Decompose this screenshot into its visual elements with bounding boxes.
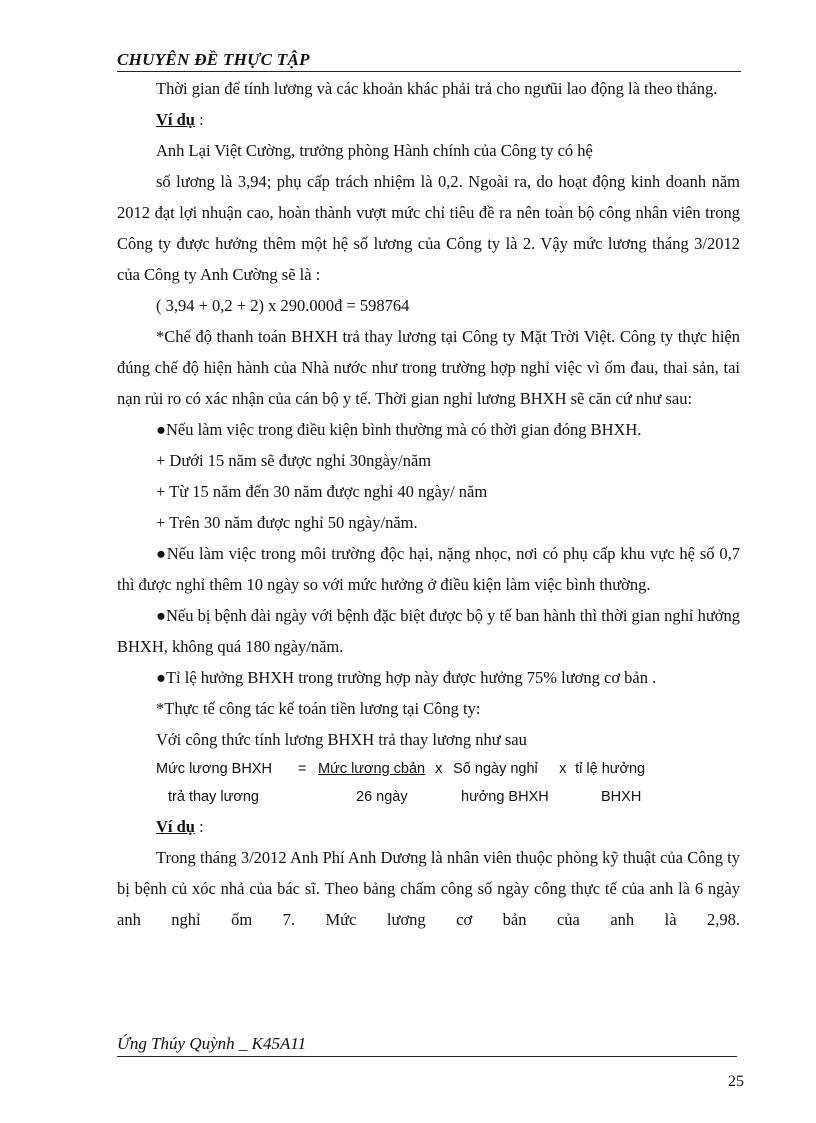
example-colon: : (194, 110, 204, 129)
paragraph-5: *Chế độ thanh toán BHXH trả thay lương tại Công ty Mặt Trời Việt. Công ty thực hiện đúng chế độ hiện hành của Nhà nước như trong trường hợp nghỉ việc vì ốm đau, thai sản, tai nạn rủi ro có xác nhận của cán bộ y tế. Thời gian nghỉ lương BHXH sẽ căn cứ như sau: (117, 327, 740, 408)
paragraph-11: ●Nếu bị bệnh dài ngày với bệnh đặc biệt được bộ y tế ban hành thì thời gian nghỉ hưởng BHXH, không quá 180 ngày/năm. (117, 606, 740, 656)
bhxh-formula (117, 755, 740, 811)
paragraph-1: Thời gian để tính lương và các khoản khác phải trả cho ngưũi lao động là theo tháng. (156, 79, 718, 98)
formula-term-base-salary: Mức lương cbản (318, 761, 426, 777)
paragraph-9: + Trên 30 năm được nghỉ 50 ngày/năm. (156, 513, 418, 532)
paragraph-3: số lương là 3,94; phụ cấp trách nhiệm là 0,2. Ngoài ra, do hoạt động kinh doanh năm 2012 đạt lợi nhuận cao, hoàn thành vượt mức chỉ tiêu đề ra nên toàn bộ công nhân viên trong Công ty được hưởng thêm một hệ số lương của Công ty là 2. Vậy mức lương tháng 3/2012 của Công ty Anh Cường sẽ là : (117, 172, 740, 284)
page-content (117, 73, 740, 935)
formula-equals: = (298, 761, 307, 777)
paragraph-4: ( 3,94 + 0,2 + 2) x 290.000đ = 598764 (156, 296, 410, 315)
formula-term-rate: tỉ lệ hưởng (575, 761, 646, 777)
formula-row-2 (156, 783, 740, 811)
formula-row-1 (156, 755, 740, 783)
footer-rule (117, 1056, 737, 1057)
formula-term-days-off: Số ngày nghỉ (453, 761, 538, 777)
header-rule (117, 71, 741, 72)
example-label: Ví dụ (156, 110, 195, 129)
footer-signature: Ứng Thúy Quỳnh _ K45A11 (117, 1034, 307, 1053)
paragraph-2: Anh Lại Việt Cường, trưởng phòng Hành chính của Công ty có hệ (156, 141, 593, 160)
formula-sub-pay-in-lieu: trả thay lương (168, 789, 259, 805)
paragraph-13: *Thực tế công tác kế toán tiền lương tại Công ty: (156, 699, 481, 718)
paragraph-10: ●Nếu làm việc trong môi trường độc hại, nặng nhọc, nơi có phụ cấp khu vực hệ số 0,7 thì được nghỉ thêm 10 ngày so với mức hưởng ở điều kiện làm việc bình thường. (117, 544, 740, 594)
paragraph-7: + Dưới 15 năm sẽ được nghỉ 30ngày/năm (156, 451, 432, 470)
page-number: 25 (728, 1073, 744, 1090)
example-heading-1 (117, 104, 740, 135)
page-header-title: CHUYÊN ĐỀ THỰC TẬP (117, 50, 310, 69)
formula-sub-26-days: 26 ngày (356, 789, 408, 805)
paragraph-15: Trong tháng 3/2012 Anh Phí Anh Dương là nhân viên thuộc phòng kỹ thuật của Công ty bị bệnh củ xóc nhả của bác sĩ. Theo bảng chấm công số ngày công thực tế của anh là 6 ngày anh nghỉ ốm 7. Mức lương cơ bản của anh là 2,98. (117, 848, 740, 929)
paragraph-8: + Từ 15 năm đến 30 năm được nghỉ 40 ngày/ năm (156, 482, 488, 501)
paragraph-14: Với công thức tính lương BHXH trả thay lương như sau (156, 730, 527, 749)
formula-times-2: x (559, 761, 567, 777)
example-colon: : (194, 817, 204, 836)
paragraph-12: ●Tỉ lệ hưởng BHXH trong trường hợp này được hưởng 75% lương cơ bản . (156, 668, 657, 687)
paragraph-6: ●Nếu làm việc trong điều kiện bình thường mà có thời gian đóng BHXH. (156, 420, 642, 439)
example-heading-2 (117, 811, 740, 842)
example-label: Ví dụ (156, 817, 195, 836)
formula-times-1: x (435, 761, 443, 777)
formula-sub-bhxh: BHXH (601, 789, 642, 805)
formula-sub-bhxh-benefit: hưởng BHXH (461, 789, 549, 805)
formula-term-bhxh: Mức lương BHXH (156, 761, 272, 777)
